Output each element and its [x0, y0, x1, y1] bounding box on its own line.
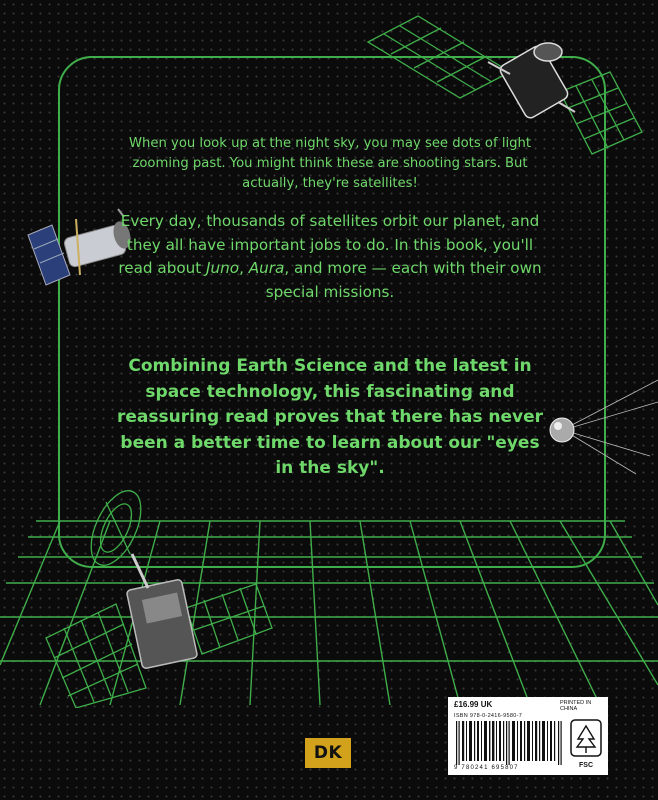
juno-title: Juno — [206, 259, 240, 277]
fsc-tree-icon — [570, 719, 602, 757]
barcode-panel — [448, 697, 608, 775]
barcode-digits: 9 780241 695807 — [454, 765, 519, 771]
blurb-paragraph: Combining Earth Science and the latest in space technology, this fascinating and reassuring read proves that there has never been a better time to learn about our "eyes in the sky". — [116, 356, 544, 478]
intro-paragraph: When you look up at the night sky, you may see dots of light zooming past. You might think these are shooting stars. But actually, they're satellites! — [128, 136, 532, 191]
body-text-2: , and more — each with their own special missions. — [265, 259, 542, 301]
aura-title: Aura — [248, 259, 285, 277]
body-paragraph — [110, 210, 550, 304]
body-text-1: Every day, thousands of satellites orbit our planet, and they all have important jobs to do. In this book, you'll read about — [118, 212, 540, 277]
price-label: £16.99 UK — [454, 700, 493, 709]
fsc-label: FSC — [579, 762, 593, 769]
sputnik-satellite-icon — [540, 378, 658, 478]
dk-logo: DK — [305, 738, 351, 768]
barcode-icon — [454, 721, 564, 765]
printed-in-label: PRINTED IN CHINA — [560, 700, 592, 712]
isbn-label: ISBN 978-0-2416-9580-7 — [454, 713, 523, 719]
body-comma: , — [239, 259, 249, 277]
satellite-dish-icon — [36, 488, 286, 708]
fsc-logo — [570, 719, 602, 769]
